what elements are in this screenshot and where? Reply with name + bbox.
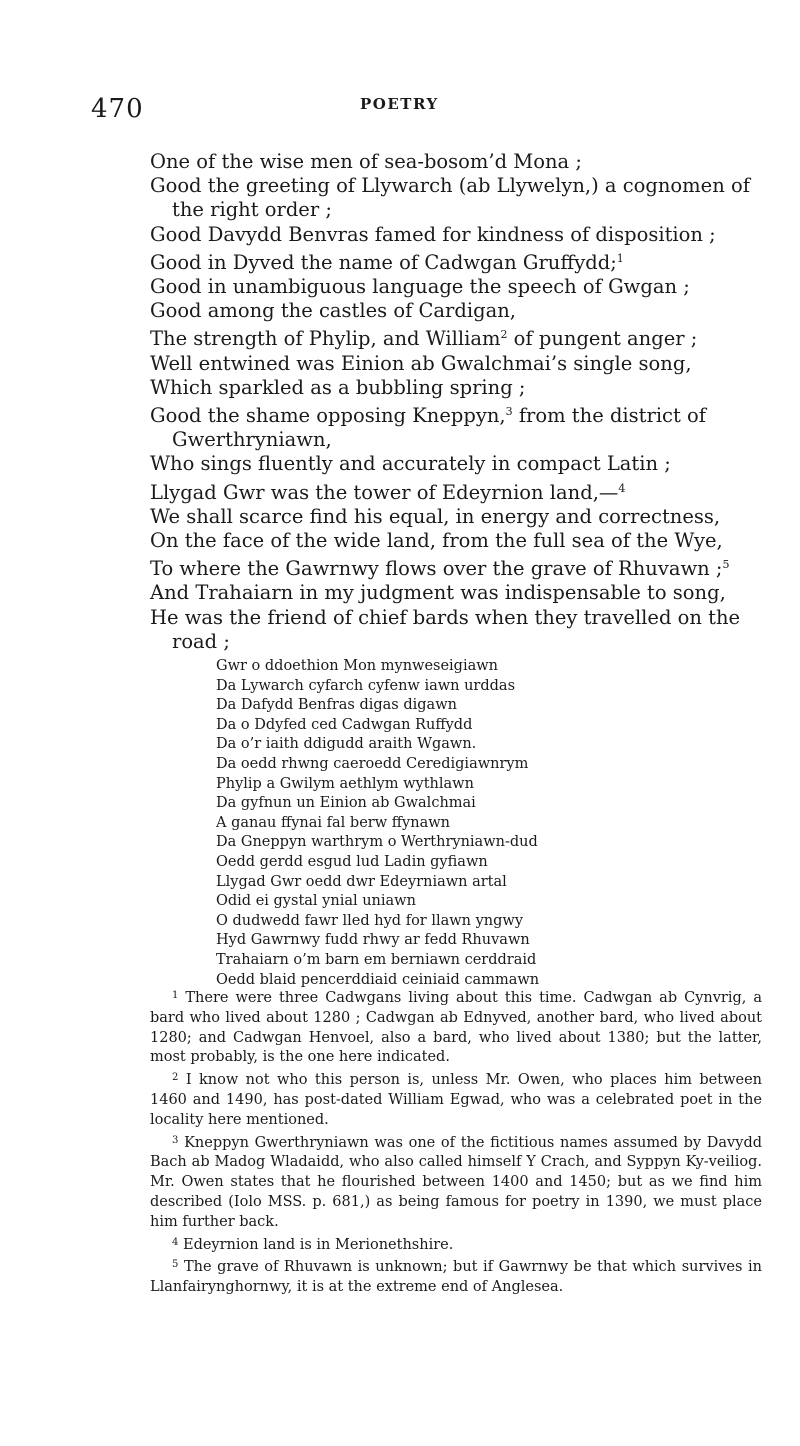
running-title: POETRY [360, 95, 439, 113]
poem-line: To where the Gawrnwy flows over the grave of Rhuvawn ;$^5$ [150, 557, 730, 581]
welsh-line: O dudwedd fawr lled hyd for llawn yngwy [216, 912, 524, 929]
welsh-line: Da Lywarch cyfarch cyfenw iawn urddas [216, 677, 516, 694]
poem-line: He was the friend of chief bards when they travelled on the road ; [150, 605, 741, 653]
footnote-number: 2 [172, 1072, 179, 1084]
welsh-line: Phylip a Gwilym aethlym wythlawn [216, 775, 474, 792]
poem-line: Good the shame opposing Kneppyn,$^3$ from the district of Gwerthryniawn, [150, 404, 706, 452]
welsh-line: Da o’r iaith ddigudd araith Wgawn. [216, 736, 477, 753]
welsh-line: Odid ei gystal ynial uniawn [216, 893, 416, 910]
poem-line: Good in unambiguous language the speech of Gwgan ; [150, 275, 690, 299]
welsh-line: A ganau ffynai fal berw ffynawn [216, 814, 450, 831]
poem-line: Which sparkled as a bubbling spring ; [150, 375, 526, 399]
footnote: $^1$ There were three Cadwgans living about this time. Cadwgan ab Cynvrig, a bard who lived about 1280 ; Cadwgan ab Ednyved, another bard, who lived about 1280; and Cadwgan Henvoel, also a bard, who lived about 1380; but the latter, most probably, is the one here indicated. [150, 990, 763, 1066]
poem-line: Good Davydd Benvras famed for kindness of disposition ; [150, 222, 716, 246]
welsh-line: Oedd gerdd esgud lud Ladin gyfiawn [216, 853, 488, 870]
footnote-ref: 5 [722, 558, 730, 572]
footnote-number: 4 [172, 1236, 179, 1248]
footnote: $^5$ The grave of Rhuvawn is unknown; but if Gawrnwy be that which survives in Llanfairynghornwy, it is at the extreme end of Anglesea. [150, 1259, 762, 1296]
page-number: 470 [91, 94, 144, 124]
footnote: $^3$ Kneppyn Gwerthryniawn was one of the fictitious names assumed by Davydd Bach ab Madog Wladaidd, who also called himself Y Crach, and Syppyn Ky-veiliog. Mr. Owen states that he flourished between 1400 and 1450; but as we find him described (Iolo MSS. p. 681,) as being famous for poetry in 1390, we must place him further back. [150, 1134, 763, 1230]
welsh-line: Da Dafydd Benfras digas digawn [216, 697, 457, 714]
welsh-line: Da Gneppyn warthrym o Werthryniawn-dud [216, 834, 538, 851]
welsh-line: Llygad Gwr oedd dwr Edeyrniawn artal [216, 873, 507, 890]
poem-line: Who sings fluently and accurately in compact Latin ; [150, 452, 671, 476]
footnote-number: 1 [172, 990, 179, 1001]
poem-line: Well entwined was Einion ab Gwalchmai’s single song, [150, 351, 692, 375]
footnote-number: 5 [172, 1259, 179, 1271]
welsh-line: Trahaiarn o’m barn em berniawn cerddraid [216, 951, 537, 968]
welsh-line: Oedd blaid pencerddiaid ceiniaid cammawn [216, 971, 540, 988]
footnote: $^2$ I know not who this person is, unless Mr. Owen, who places him between 1460 and 1490, has post-dated William Egwad, who was a celebrated poet in the locality here mentioned. [150, 1072, 762, 1128]
welsh-line: Da o Ddyfed ced Cadwgan Ruffydd [216, 716, 473, 733]
poem-line: One of the wise men of sea-bosom’d Mona ; [150, 150, 582, 173]
footnote-ref: 1 [616, 251, 624, 265]
poem-line: On the face of the wide land, from the full sea of the Wye, [150, 529, 723, 553]
footnote-ref: 4 [618, 481, 626, 495]
poem-line: Good the greeting of Llywarch (ab Llywelyn,) a cognomen of the right order ; [150, 174, 750, 222]
welsh-original-verse [216, 657, 756, 990]
poem-line: The strength of Phylip, and William$^2$ of pungent anger ; [150, 327, 698, 351]
poem-line: Good among the castles of Cardigan, [150, 299, 516, 323]
welsh-line: Hyd Gawrnwy fudd rhwy ar fedd Rhuvawn [216, 932, 530, 949]
poem-line: Good in Dyved the name of Cadwgan Gruffydd;$^1$ [150, 250, 624, 274]
welsh-line: Gwr o ddoethion Mon mynweseigiawn [216, 658, 498, 674]
footnotes [150, 986, 762, 1298]
footnote-ref: 3 [505, 405, 513, 419]
welsh-line: Da oedd rhwng caeroedd Ceredigiawnrym [216, 755, 529, 772]
footnote-ref: 2 [500, 328, 508, 342]
welsh-line: Da gyfnun un Einion ab Gwalchmai [216, 795, 476, 812]
footnote: $^4$ Edeyrnion land is in Merionethshire. [172, 1236, 454, 1253]
poem-line: We shall scarce find his equal, in energy and correctness, [150, 504, 721, 528]
footnote-number: 3 [172, 1134, 179, 1146]
poem-line: And Trahaiarn in my judgment was indispensable to song, [150, 581, 726, 605]
poem-line: Llygad Gwr was the tower of Edeyrnion land,—$^4$ [150, 480, 626, 504]
english-poem [150, 150, 760, 654]
